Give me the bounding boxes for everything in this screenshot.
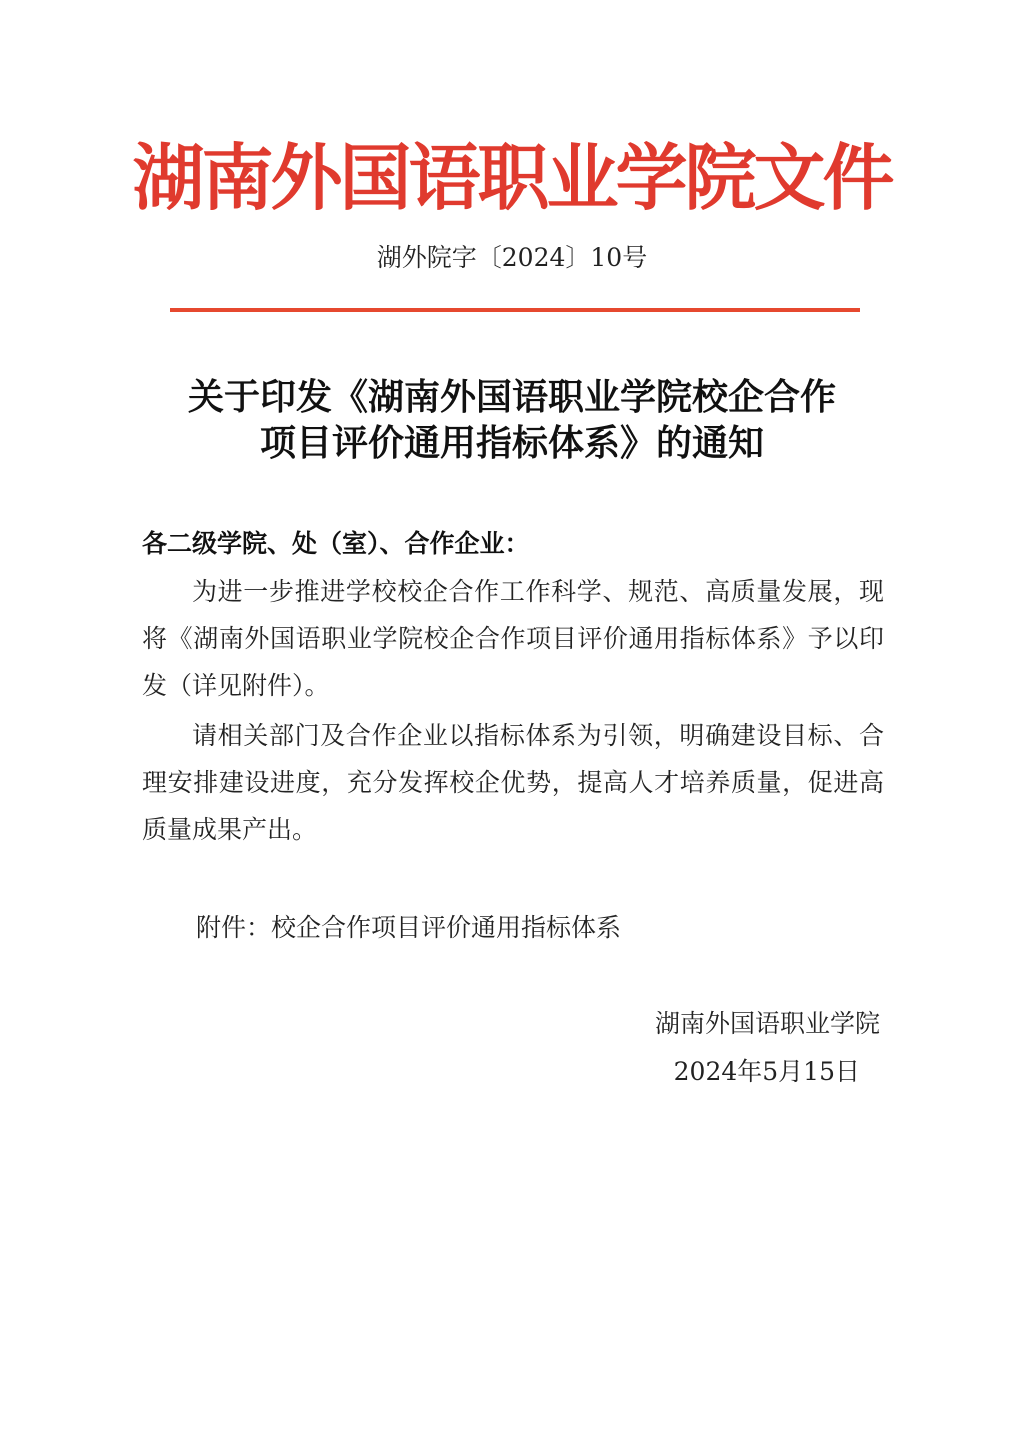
signature-organization: 湖南外国语职业学院 <box>654 1009 880 1038</box>
notice-title-line-2: 项目评价通用指标体系》的通知 <box>259 422 764 464</box>
notice-title-line-1: 关于印发《湖南外国语职业学院校企合作 <box>187 376 836 418</box>
red-divider <box>170 308 860 312</box>
document-number: 湖外院字〔2024〕10号 <box>376 243 648 272</box>
body-paragraph-1: 为进一步推进学校校企合作工作科学、规范、高质量发展，现将《湖南外国语职业学院校企合作项目评价通用指标体系》予以印发（详见附件）。 <box>142 577 884 700</box>
attachment-line: 附件：校企合作项目评价通用指标体系 <box>196 913 622 942</box>
document-masthead: 湖南外国语职业学院文件 <box>132 135 892 220</box>
signature-date: 2024年5月15日 <box>673 1057 860 1086</box>
salutation: 各二级学院、处（室）、合作企业： <box>142 529 530 558</box>
body-paragraph-2: 请相关部门及合作企业以指标体系为引领，明确建设目标、合理安排建设进度，充分发挥校企优势，提高人才培养质量，促进高质量成果产出。 <box>142 721 884 844</box>
